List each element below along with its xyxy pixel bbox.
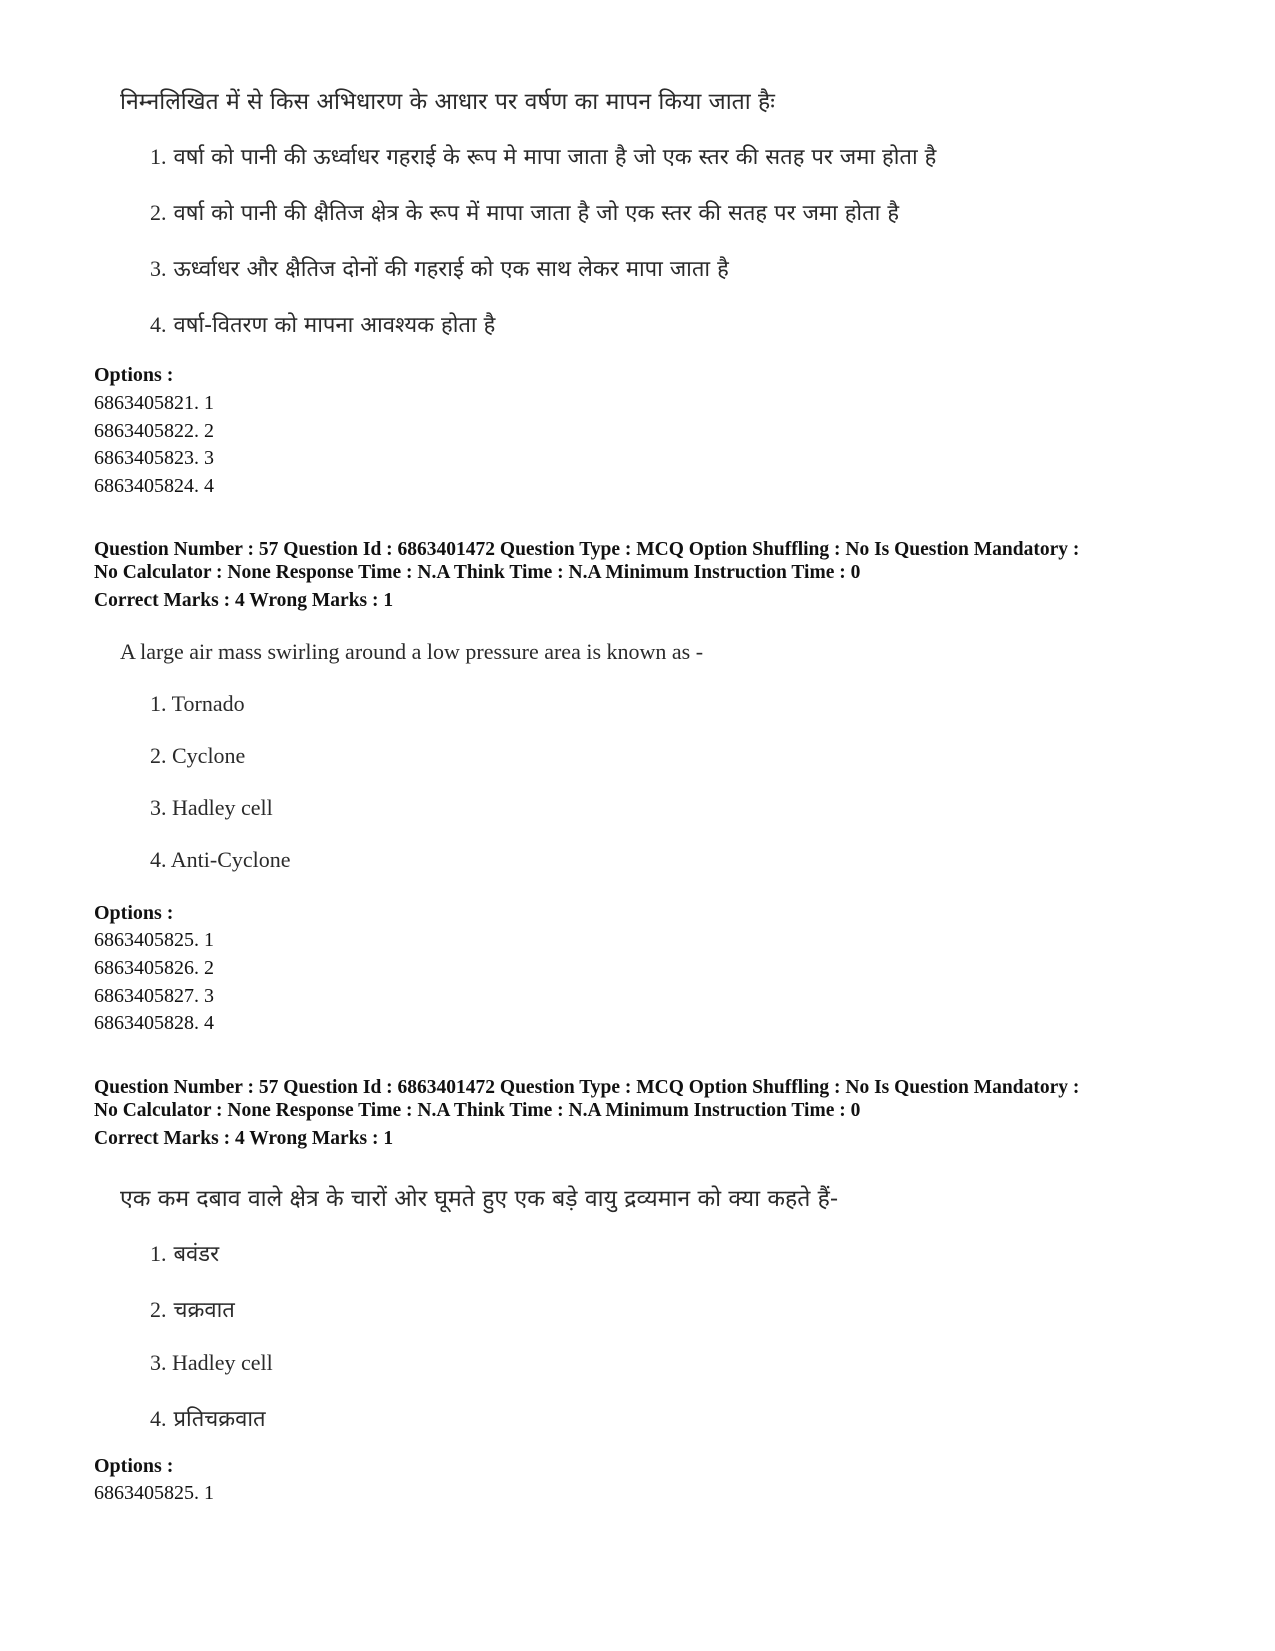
item-number: 4. [150,312,167,337]
item-text: वर्षा को पानी की ऊर्ध्वाधर गहराई के रूप मे मापा जाता है जो एक स्तर की सतह पर जमा होता है [173,145,937,170]
item-text: वर्षा-वितरण को मापना आवश्यक होता है [173,313,496,338]
question-item-3 [150,253,729,283]
item-text: Tornado [171,691,245,716]
question-stem: A large air mass swirling around a low pressure area is known as - [120,639,704,664]
question-meta-line-1: Question Number : 57 Question Id : 6863401472 Question Type : MCQ Option Shuffling : No Is Question Mandatory : [94,539,1080,560]
item-text: प्रतिचक्रवात [173,1407,266,1432]
item-text: Cyclone [172,743,246,768]
item-text: ऊर्ध्वाधर और क्षैतिज दोनों की गहराई को एक साथ लेकर मापा जाता है [173,257,729,282]
option-line: 6863405825. 1 [94,1482,214,1504]
question-item-3 [150,1350,273,1376]
option-line: 6863405823. 3 [94,447,214,469]
item-text: Hadley cell [172,1350,273,1375]
question-item-1 [150,1238,219,1268]
item-number: 3. [150,1350,167,1375]
question-item-1 [150,141,936,171]
options-label: Options : [94,364,174,386]
item-text: वर्षा को पानी की क्षैतिज क्षेत्र के रूप में मापा जाता है जो एक स्तर की सतह पर जमा होता है [173,201,900,226]
item-number: 2. [150,200,167,225]
options-label: Options : [94,902,174,924]
item-number: 2. [150,743,167,768]
item-number: 3. [150,256,167,281]
question-item-4 [150,309,495,339]
item-number: 1. [150,1241,167,1266]
question-marks: Correct Marks : 4 Wrong Marks : 1 [94,590,394,611]
item-number: 3. [150,795,167,820]
question-stem: एक कम दबाव वाले क्षेत्र के चारों ओर घूमते हुए एक बड़े वायु द्रव्यमान को क्या कहते हैं- [120,1186,839,1212]
option-line: 6863405821. 1 [94,392,214,414]
question-item-1 [150,691,245,717]
item-text: चक्रवात [173,1298,235,1323]
item-text: Hadley cell [172,795,273,820]
item-number: 4. [150,1406,167,1431]
question-item-3 [150,795,273,821]
question-meta-line-2: No Calculator : None Response Time : N.A Think Time : N.A Minimum Instruction Time : 0 [94,562,861,583]
item-number: 1. [150,144,167,169]
question-item-2 [150,1294,235,1324]
item-number: 2. [150,1297,167,1322]
question-stem: निम्नलिखित में से किस अभिधारण के आधार पर वर्षण का मापन किया जाता हैः [120,89,775,115]
question-meta-line-2: No Calculator : None Response Time : N.A Think Time : N.A Minimum Instruction Time : 0 [94,1100,861,1121]
question-item-2 [150,197,899,227]
item-number: 1. [150,691,167,716]
item-text: बवंडर [173,1242,220,1267]
option-line: 6863405826. 2 [94,957,214,979]
question-item-2 [150,743,245,769]
option-line: 6863405822. 2 [94,420,214,442]
option-line: 6863405828. 4 [94,1012,214,1034]
question-marks: Correct Marks : 4 Wrong Marks : 1 [94,1128,394,1149]
item-number: 4. [150,847,167,872]
option-line: 6863405825. 1 [94,929,214,951]
question-item-4 [150,847,291,873]
option-line: 6863405827. 3 [94,985,214,1007]
question-item-4 [150,1403,266,1433]
option-line: 6863405824. 4 [94,475,214,497]
options-label: Options : [94,1455,174,1477]
item-text: Anti-Cyclone [170,847,291,872]
question-meta-line-1: Question Number : 57 Question Id : 6863401472 Question Type : MCQ Option Shuffling : No Is Question Mandatory : [94,1077,1080,1098]
